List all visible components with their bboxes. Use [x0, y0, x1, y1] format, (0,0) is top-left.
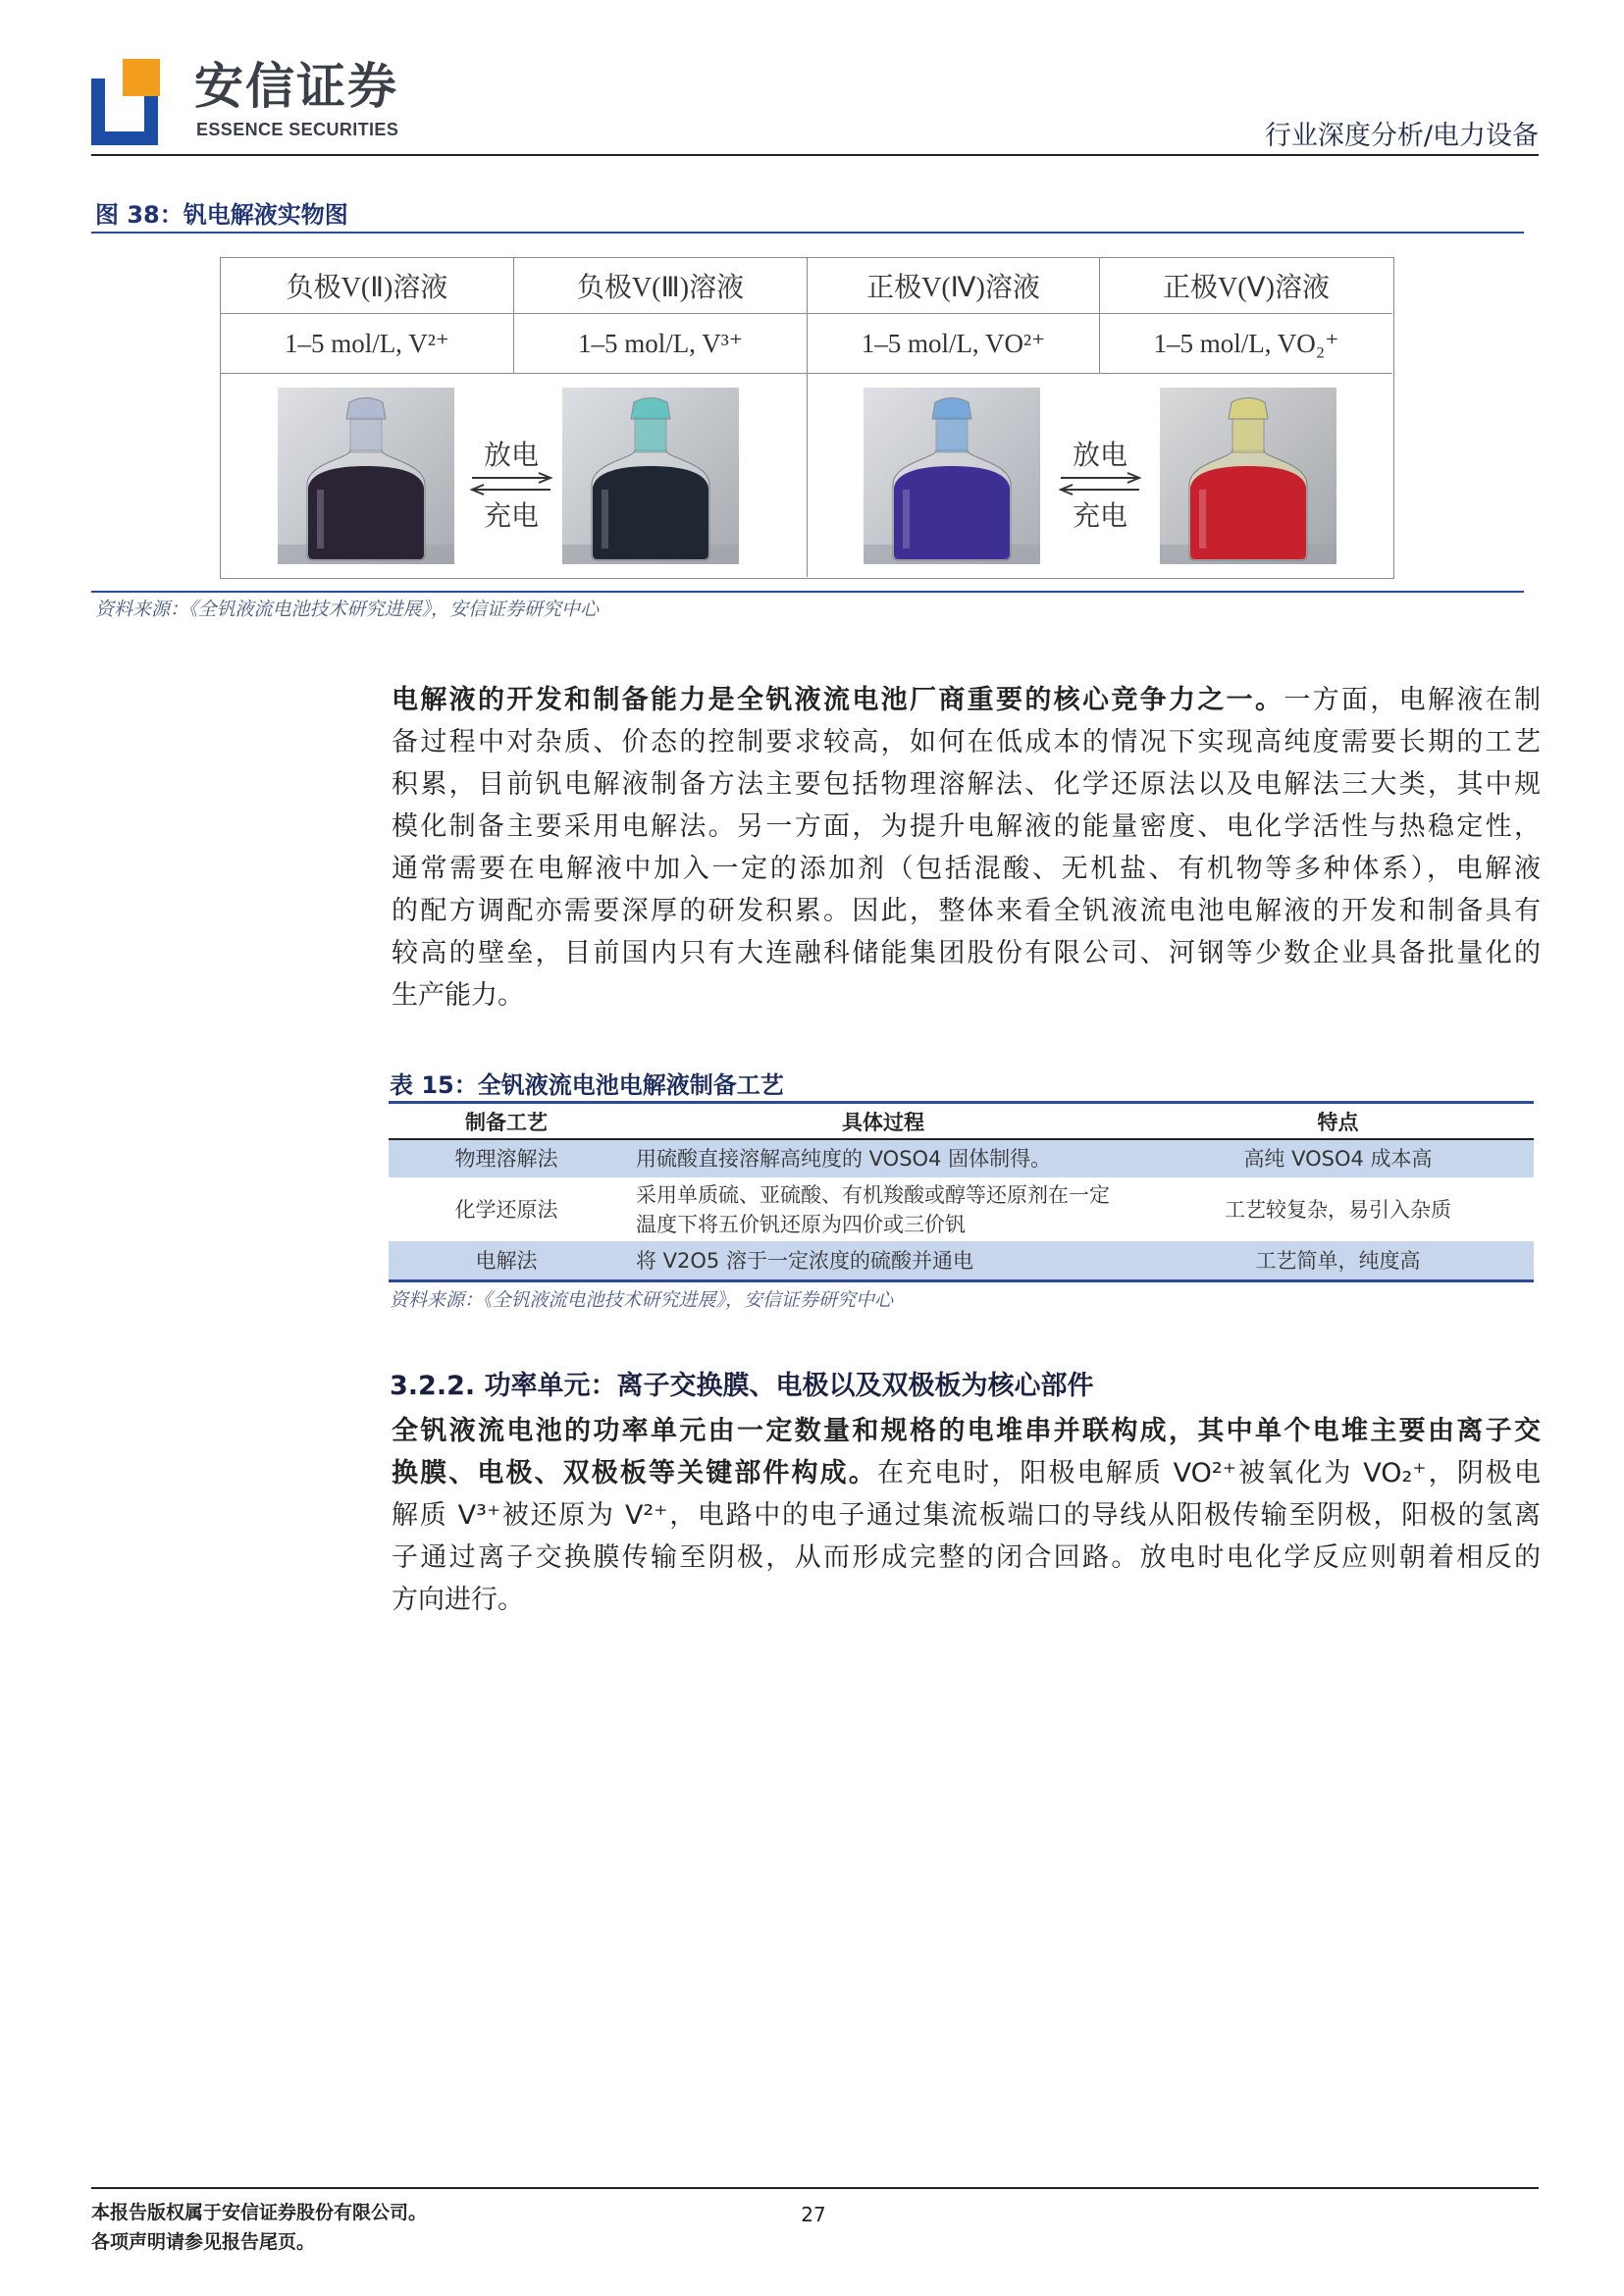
table-header-process: 具体过程: [842, 1110, 924, 1134]
body-paragraph: [392, 679, 1541, 1017]
figure-column-header: 正极V(Ⅴ)溶液: [1100, 258, 1392, 314]
paragraph-line: 方向进行。: [392, 1585, 524, 1615]
bottle-stopper: [1229, 398, 1268, 420]
bottle-liquid: [593, 466, 708, 559]
table-header-feature: 特点: [1317, 1110, 1359, 1134]
process-table: [389, 1101, 1534, 1282]
table-bottom-rule: [389, 1279, 1534, 1282]
footer-copyright: 本报告版权属于安信证券股份有限公司。: [91, 2202, 428, 2223]
bottle-v5-photo: [1160, 388, 1336, 564]
paragraph-text: 在充电时，阳极电解质 VO²⁺被氧化为 VO₂⁺，阴极电: [876, 1458, 1541, 1488]
figure-source: 资料来源：《全钒液流电池技术研究进展》，安信证券研究中心: [95, 599, 600, 620]
bottle-highlight: [1199, 490, 1206, 548]
figure-concentration: 1–5 mol/L, V³⁺: [514, 314, 808, 374]
report-category: 行业深度分析/电力设备: [1264, 121, 1539, 151]
figure-electrolyte-photos: [220, 257, 1394, 579]
figure-caption-rule: [91, 232, 1524, 234]
bottle-v3-photo: [562, 388, 739, 564]
footer-rule: [91, 2187, 1539, 2189]
charge-discharge-arrows: [468, 437, 554, 539]
figure-concentration: 1–5 mol/L, VO²⁺: [808, 314, 1100, 374]
figure-caption: 图 38：钒电解液实物图: [95, 201, 348, 229]
discharge-label: 放电: [1072, 441, 1127, 471]
table-row: [389, 1140, 1534, 1177]
table-cell-process-line: 采用单质硫、亚硫酸、有机羧酸或醇等还原剂在一定: [636, 1182, 1110, 1207]
bottle-v2-photo: [278, 388, 454, 564]
bottle-stopper: [631, 398, 670, 420]
table-cell-feature: 工艺简单，纯度高: [1255, 1248, 1421, 1273]
bottle-liquid: [1190, 466, 1306, 559]
bottle-v4-photo: [864, 388, 1040, 564]
table-cell-feature: 高纯 VOSO4 成本高: [1243, 1147, 1433, 1171]
table-cell-method: 物理溶解法: [454, 1147, 558, 1171]
charge-label: 充电: [483, 501, 539, 532]
paragraph-line: [392, 1452, 1541, 1494]
table-cell-feature: 工艺较复杂，易引入杂质: [1225, 1197, 1451, 1222]
paragraph-line: 通常需要在电解液中加入一定的添加剂（包括混酸、无机盐、有机物等多种体系），电解液: [392, 854, 1541, 884]
bottle-highlight: [317, 490, 324, 548]
positive-electrolyte-photo-cell: [808, 374, 1392, 577]
paragraph-line: 全钒液流电池的功率单元由一定数量和规格的电堆串并联构成，其中单个电堆主要由离子交: [392, 1416, 1541, 1446]
table-cell-method: 电解法: [475, 1248, 538, 1273]
table-row: [389, 1241, 1534, 1279]
brand-name-cn: 安信证券: [194, 58, 398, 115]
bottle-highlight: [903, 490, 910, 548]
figure-concentration: 1–5 mol/L, VO₂⁺: [1100, 314, 1392, 374]
table-source: 资料来源：《全钒液流电池技术研究进展》，安信证券研究中心: [390, 1289, 894, 1311]
paragraph-lead-bold: 换膜、电极、双极板等关键部件构成。: [392, 1458, 877, 1488]
table-cell-process: 用硫酸直接溶解高纯度的 VOSO4 固体制得。: [636, 1147, 1052, 1171]
paragraph-line: 生产能力。: [392, 980, 524, 1011]
bottle-liquid: [308, 466, 424, 559]
body-paragraph: [392, 1410, 1541, 1621]
bottle-highlight: [602, 490, 608, 548]
paragraph-line: 模化制备主要采用电解法。另一方面，为提升电解液的能量密度、电化学活性与热稳定性，: [392, 811, 1541, 842]
table-cell-method: 化学还原法: [454, 1197, 558, 1222]
figure-bottom-rule: [91, 591, 1524, 593]
bottle-stopper: [932, 398, 971, 420]
bottle-neck: [350, 417, 382, 452]
paragraph-line: 子通过离子交换膜传输至阴极，从而形成完整的闭合回路。放电时电化学反应则朝着相反的: [392, 1542, 1541, 1573]
charge-discharge-arrows: [1057, 437, 1143, 539]
table-cell-process-line: 温度下将五价钒还原为四价或三价钒: [636, 1212, 966, 1236]
header-rule: [91, 154, 1539, 156]
figure-column-header: 正极V(Ⅳ)溶液: [808, 258, 1100, 314]
paragraph-lead-bold: 电解液的开发和制备能力是全钒液流电池厂商重要的核心竞争力之一。: [392, 685, 1284, 715]
discharge-label: 放电: [483, 441, 539, 471]
negative-electrolyte-photo-cell: [221, 374, 808, 577]
section-heading: 3.2.2. 功率单元：离子交换膜、电极以及双极板为核心部件: [390, 1371, 1094, 1401]
page-number: 27: [801, 2203, 826, 2226]
figure-column-header: 负极V(Ⅲ)溶液: [514, 258, 808, 314]
table-header-method: 制备工艺: [465, 1110, 548, 1134]
footer-notice: 各项声明请参见报告尾页。: [91, 2231, 316, 2253]
table-caption: 表 15：全钒液流电池电解液制备工艺: [390, 1071, 784, 1099]
paragraph-line: 积累，目前钒电解液制备方法主要包括物理溶解法、化学还原法以及电解法三大类，其中规: [392, 769, 1541, 800]
paragraph-line: 解质 V³⁺被还原为 V²⁺，电路中的电子通过集流板端口的导线从阳极传输至阴极，阳极的氢离: [392, 1500, 1541, 1531]
figure-concentration: 1–5 mol/L, V²⁺: [221, 314, 514, 374]
brand-name-en: ESSENCE SECURITIES: [196, 120, 399, 139]
paragraph-line: 的配方调配亦需要深厚的研发积累。因此，整体来看全钒液流电池电解液的开发和制备具有: [392, 896, 1541, 926]
bottle-neck: [936, 417, 968, 452]
paragraph-line: [392, 679, 1541, 721]
brand-logo: [91, 57, 162, 145]
figure-column-header: 负极V(Ⅱ)溶液: [221, 258, 514, 314]
charge-label: 充电: [1072, 501, 1127, 532]
brand-logo-icon: [91, 57, 162, 145]
table-cell-process: 将 V2O5 溶于一定浓度的硫酸并通电: [636, 1248, 973, 1273]
bottle-stopper: [346, 398, 386, 420]
reversible-arrow-icon: [1057, 472, 1143, 496]
table-cell-process: [624, 1177, 1142, 1241]
paragraph-text: 一方面，电解液在制: [1283, 685, 1542, 715]
paragraph-line: 较高的壁垒，目前国内只有大连融科储能集团股份有限公司、河钢等少数企业具备批量化的: [392, 938, 1541, 968]
bottle-neck: [1232, 417, 1264, 452]
bottle-liquid: [894, 466, 1010, 559]
paragraph-line: 备过程中对杂质、价态的控制要求较高，如何在低成本的情况下实现高纯度需要长期的工艺: [392, 727, 1541, 757]
bottle-neck: [635, 417, 666, 452]
table-row: [389, 1177, 1534, 1241]
reversible-arrow-icon: [468, 472, 554, 496]
